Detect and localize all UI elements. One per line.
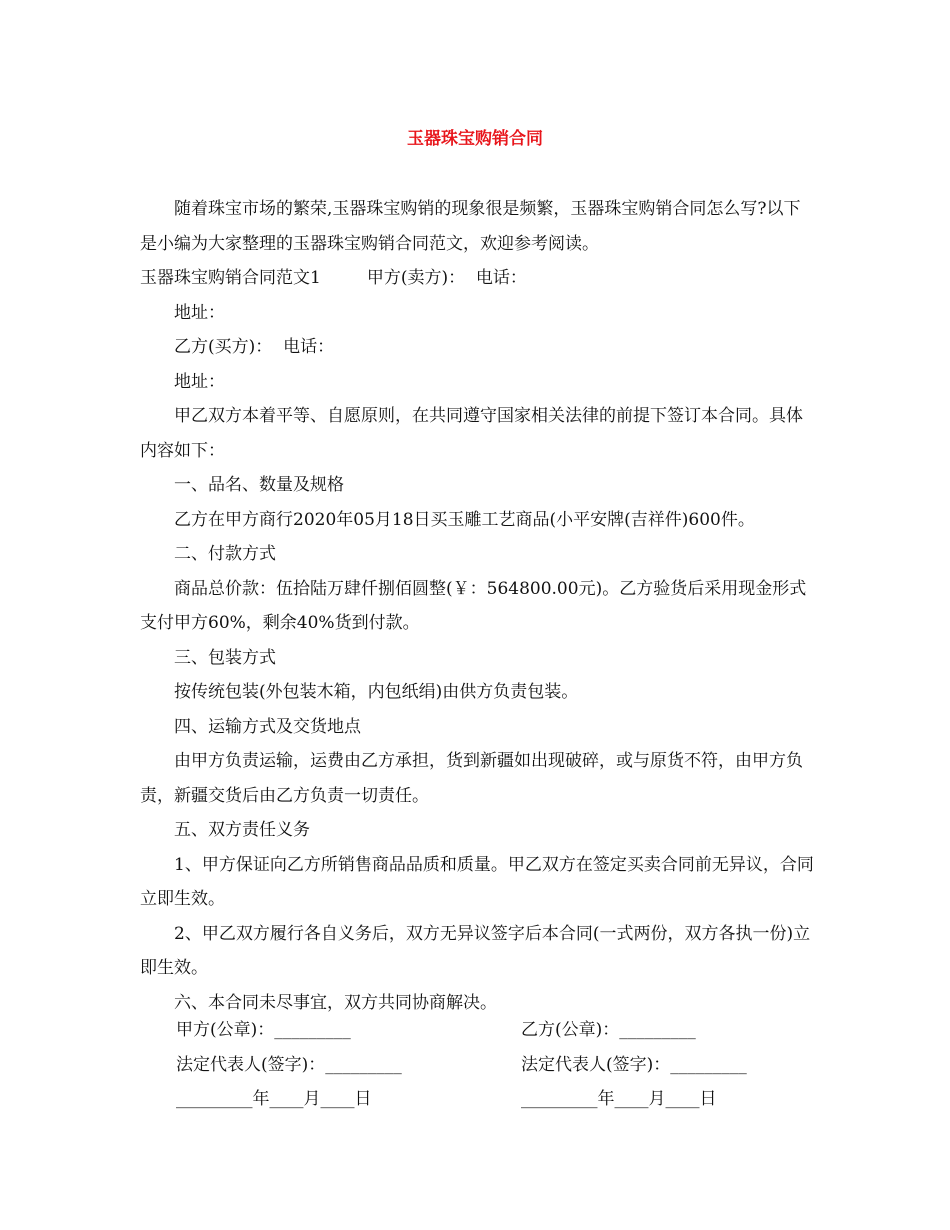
section-heading: 二、付款方式 bbox=[174, 544, 276, 564]
party-a-phone: 电话： bbox=[475, 268, 527, 288]
section-text: 按传统包装(外包装木箱，内包纸绢)由供方负责包装。 bbox=[174, 682, 579, 702]
party-a-seal: 甲方(公章)：_________ bbox=[176, 1020, 351, 1040]
section-heading: 四、运输方式及交货地点 bbox=[174, 716, 361, 737]
document-title: 玉器珠宝购销合同 bbox=[407, 129, 543, 149]
party-b-phone: 电话： bbox=[283, 337, 335, 357]
section-text: 商品总价款：伍拾陆万肆仟捌佰圆整(￥：564800.00元)。乙方验货后采用现金形式支付甲方60%，剩余40%货到付款。 bbox=[140, 578, 807, 633]
clause-6: 六、本合同未尽事宜，双方共同协商解决。 bbox=[174, 992, 497, 1013]
party-a-representative: 法定代表人(签字)：_________ bbox=[176, 1055, 402, 1075]
section-text: 乙方在甲方商行2020年05月18日买玉雕工艺商品(小平安牌(吉祥件)600件。 bbox=[174, 509, 755, 530]
party-b-address: 地址： bbox=[174, 371, 225, 392]
sample-heading: 玉器珠宝购销合同范文1 bbox=[140, 268, 321, 288]
section-heading: 三、包装方式 bbox=[174, 647, 276, 668]
party-b-seal: 乙方(公章)：_________ bbox=[521, 1020, 696, 1040]
intro-paragraph: 随着珠宝市场的繁荣,玉器珠宝购销的现象很是频繁，玉器珠宝购销合同怎么写?以下是小编为大家整理的玉器珠宝购销合同范文，欢迎参考阅读。 bbox=[140, 199, 801, 254]
section-text: 1、甲方保证向乙方所销售商品品质和质量。甲乙双方在签定买卖合同前无异议，合同立即生效。 bbox=[140, 854, 814, 909]
section-heading: 五、双方责任义务 bbox=[174, 820, 310, 840]
section-heading: 一、品名、数量及规格 bbox=[174, 475, 344, 495]
preamble-paragraph: 甲乙双方本着平等、自愿原则，在共同遵守国家相关法律的前提下签订本合同。具体内容如下： bbox=[140, 406, 803, 461]
clause-2: 2、甲乙双方履行各自义务后，双方无异议签字后本合同(一式两份，双方各执一份)立即生效。 bbox=[140, 923, 811, 978]
party-b-representative: 法定代表人(签字)：_________ bbox=[521, 1055, 747, 1075]
document-body bbox=[140, 192, 815, 1020]
party-a-seller: 甲方(卖方)： bbox=[366, 268, 466, 288]
party-a-date: _________年____月____日 bbox=[176, 1089, 372, 1109]
party-b-date: _________年____月____日 bbox=[521, 1089, 717, 1109]
section-text: 由甲方负责运输，运费由乙方承担，货到新疆如出现破碎，或与原货不符，由甲方负责，新疆交货后由乙方负责一切责任。 bbox=[140, 751, 803, 806]
sample-heading-line bbox=[140, 261, 815, 296]
party-b-line bbox=[140, 330, 815, 365]
party-b-buyer: 乙方(买方)： bbox=[174, 337, 273, 357]
party-a-address: 地址： bbox=[174, 302, 225, 323]
